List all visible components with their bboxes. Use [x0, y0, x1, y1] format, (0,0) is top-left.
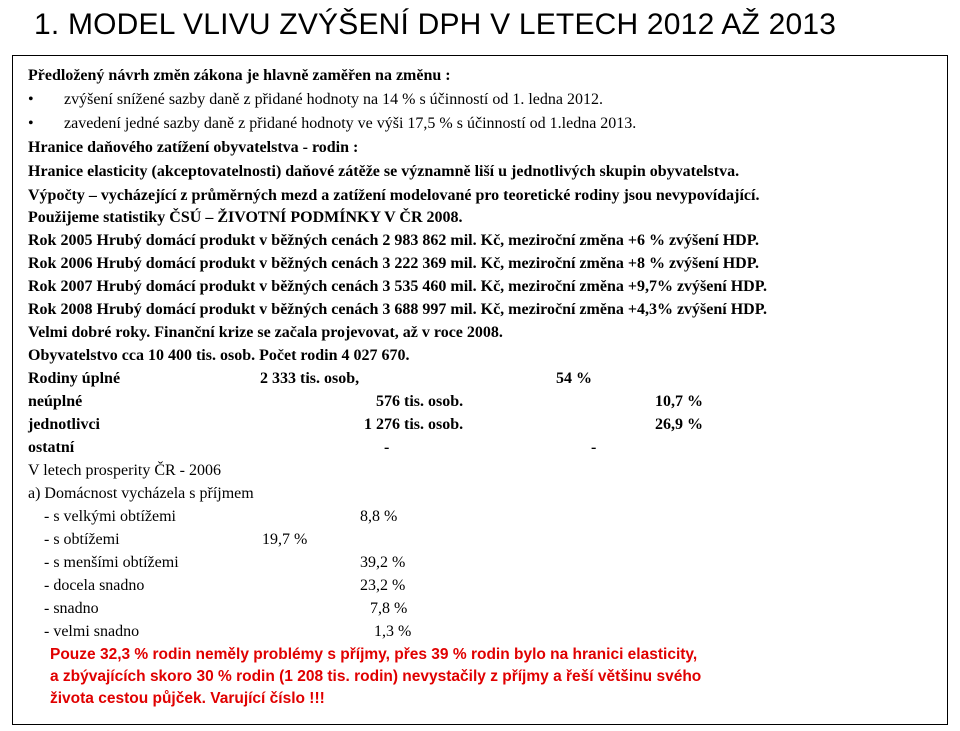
slide-title: 1. MODEL VLIVU ZVÝŠENÍ DPH V LETECH 2012 AŽ 2013 [34, 8, 837, 41]
body-line: Hranice elasticity (akceptovatelnosti) daňové zátěže se významně liší u jednotlivých skupin obyvatelstva. [28, 163, 740, 180]
body-line: Použijeme statistiky ČSÚ – ŽIVOTNÍ PODMÍNKY V ČR 2008. [28, 209, 463, 226]
gdp-line-2006: Rok 2006 Hrubý domácí produkt v běžných cenách 3 222 369 mil. Kč, meziroční změna +8 % zvýšení HDP. [28, 255, 760, 272]
prosperity-heading: V letech prosperity ČR - 2006 [28, 462, 222, 479]
bullet-icon: • [28, 91, 34, 108]
body-line: Velmi dobré roky. Finanční krize se začala projevovat, až v roce 2008. [28, 324, 503, 341]
conclusion-line: a zbývajících skoro 30 % rodin (1 208 tis. rodin) nevystačily z příjmy a řeší většinu svého [50, 668, 702, 685]
intro-text: Předložený návrh změn zákona je hlavně zaměřen na změnu : [28, 67, 451, 84]
gdp-line-2007: Rok 2007 Hrubý domácí produkt v běžných cenách 3 535 460 mil. Kč, meziroční změna +9,7% zvýšení HDP. [28, 278, 768, 295]
population-line: Obyvatelstvo cca 10 400 tis. osob. Počet rodin 4 027 670. [28, 347, 410, 364]
slide: 1. MODEL VLIVU ZVÝŠENÍ DPH V LETECH 2012 AŽ 2013 Předložený návrh změn zákona je hlavně zaměřen na změnu : • zvýšení snížené sazby daně z přidané hodnoty na 14 % s účinností od 1. ledna 2012. • zavedení jedné sazby daně z přidané hodnoty ve výši 17,5 % s účinností od 1.ledna 2013. Hranice daňového zatížení obyvatelstva - rodin : Hranice elasticity (akceptovatelnosti) daňové zátěže se významně liší u jednotlivých skupin obyvatelstva. Výpočty – vycházející z průměrných mezd a zatížení modelované pro teoretické rodiny jsou nevypovídající. Použijeme statistiky ČSÚ – ŽIVOTNÍ PODMÍNKY V ČR 2008. Rok 2005 Hrubý domácí produkt v běžných cenách 2 983 862 mil. Kč, meziroční změna +6 % zvýšení HDP. Rok 2006 Hrubý domácí produkt v běžných cenách 3 222 369 mil. Kč, meziroční změna +8 % zvýšení HDP. Rok 2007 Hrubý domácí produkt v běžných cenách 3 535 460 mil. Kč, meziroční změna +9,7% zvýšení HDP. Rok 2008 Hrubý domácí produkt v běžných cenách 3 688 997 mil. Kč, meziroční změna +4,3% zvýšení HDP. Velmi dobré roky. Finanční krize se začala projevovat, až v roce 2008. Obyvatelstvo cca 10 400 tis. osob. Počet rodin 4 027 670. Rodiny úplné 2 333 tis. osob, 54 % neúplné 576 tis. osob. 10,7 % jednotlivci 1 276 tis. osob. 26,9 % ostatní - - V letech prosperity ČR - 2006 a) Domácnost vycházela s příjmem - s velkými obtížemi 8,8 % - s obtížemi 19,7 % - s menšími obtížemi 39,2 % - docela snadno 23,2 % - snadno 7,8 % - velmi snadno 1,3 % Pouze 32,3 % rodin neměly problémy s příjmy, přes 39 % rodin bylo na hranici elasticity, a zbývajících skoro 30 % rodin (1 208 tis. rodin) nevystačily z příjmy a řeší většinu svého života cestou půjček. Varující číslo !!! [0, 0, 960, 731]
conclusion-line: Pouze 32,3 % rodin neměly problémy s příjmy, přes 39 % rodin bylo na hranici elasticity, [50, 646, 698, 663]
gdp-line-2008: Rok 2008 Hrubý domácí produkt v běžných cenách 3 688 997 mil. Kč, meziroční změna +4,3% zvýšení HDP. [28, 301, 768, 318]
elasticity-heading: Hranice daňového zatížení obyvatelstva - rodin : [28, 139, 359, 156]
body-line: Výpočty – vycházející z průměrných mezd a zatížení modelované pro teoretické rodiny jsou nevypovídající. [28, 187, 760, 204]
income-heading: a) Domácnost vycházela s příjmem [28, 485, 254, 502]
conclusion-line: života cestou půjček. Varující číslo !!! [50, 690, 325, 707]
gdp-line-2005: Rok 2005 Hrubý domácí produkt v běžných cenách 2 983 862 mil. Kč, meziroční změna +6 % zvýšení HDP. [28, 232, 760, 249]
bullet-icon: • [28, 115, 34, 132]
